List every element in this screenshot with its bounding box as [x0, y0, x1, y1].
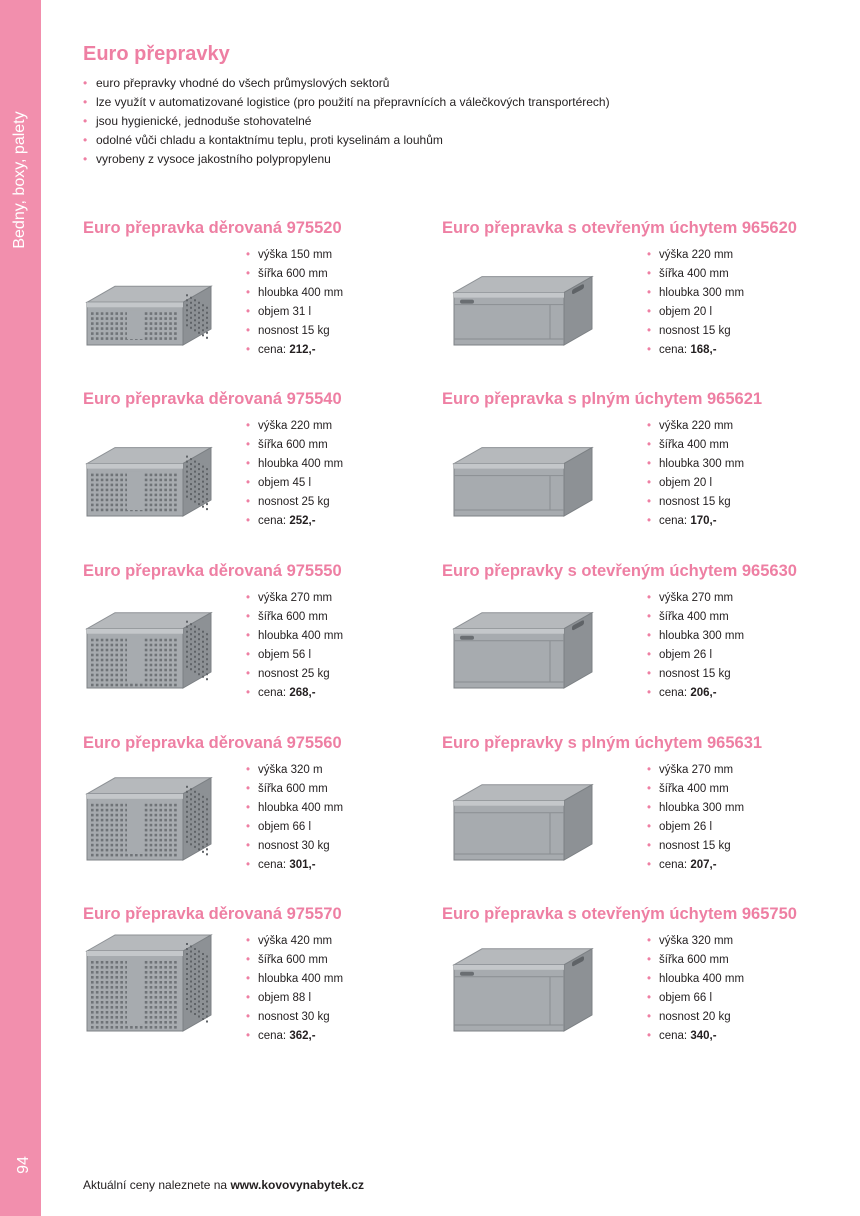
spec-width: • šířka 400 mm: [647, 267, 744, 286]
intro-bullet: • vyrobeny z vysoce jakostního polypropylenu: [83, 152, 610, 171]
spec-width: • šířka 600 mm: [246, 267, 343, 286]
spec-price: [647, 1029, 744, 1048]
product-title: Euro přepravka děrovaná 975540: [83, 390, 342, 408]
price-label: cena:: [258, 687, 290, 699]
spec-volume: • objem 66 l: [647, 991, 744, 1010]
spec-load: • nosnost 15 kg: [647, 495, 744, 514]
spec-load: • nosnost 15 kg: [647, 324, 744, 343]
product-photo: [440, 412, 602, 530]
spec-load: • nosnost 15 kg: [647, 667, 744, 686]
product-title: Euro přepravka děrovaná 975520: [83, 219, 342, 237]
spec-volume: • objem 26 l: [647, 820, 744, 839]
spec-load: • nosnost 15 kg: [647, 839, 744, 858]
spec-height: • výška 320 mm: [647, 934, 744, 953]
product-spec-list: [246, 248, 343, 362]
price-label: cena:: [659, 344, 691, 356]
spec-width: • šířka 400 mm: [647, 610, 744, 629]
spec-depth: • hloubka 400 mm: [246, 629, 343, 648]
price-value: 340,-: [690, 1030, 717, 1042]
product-title: Euro přepravky s otevřeným úchytem 965630: [442, 562, 797, 580]
product-photo: [65, 927, 227, 1045]
product-photo: [440, 756, 602, 874]
product-spec-list: [647, 248, 744, 362]
spec-load: • nosnost 25 kg: [246, 667, 343, 686]
price-value: 212,-: [289, 344, 316, 356]
spec-load: • nosnost 30 kg: [246, 1010, 343, 1029]
price-value: 301,-: [289, 859, 316, 871]
spec-depth: • hloubka 300 mm: [647, 286, 744, 305]
intro-bullet: • lze využít v automatizované logistice (pro použití na přepravnících a válečkových transportérech): [83, 95, 610, 114]
intro-bullet-list: [83, 76, 610, 171]
product-photo: [65, 756, 227, 874]
product-title: Euro přepravky s plným úchytem 965631: [442, 734, 763, 752]
price-value: 268,-: [289, 687, 316, 699]
spec-depth: • hloubka 300 mm: [647, 629, 744, 648]
spec-price: [647, 343, 744, 362]
spec-height: • výška 420 mm: [246, 934, 343, 953]
price-label: cena:: [258, 344, 290, 356]
spec-price: [246, 686, 343, 705]
product-photo: [65, 412, 227, 530]
spec-price: [246, 1029, 343, 1048]
product-card: [83, 905, 483, 1070]
intro-bullet: • jsou hygienické, jednoduše stohovatelné: [83, 114, 610, 133]
spec-width: • šířka 600 mm: [246, 610, 343, 629]
spec-load: • nosnost 15 kg: [246, 324, 343, 343]
product-title: Euro přepravka s otevřeným úchytem 965620: [442, 219, 797, 237]
sidebar-section-label: Bedny, boxy, palety: [11, 111, 28, 249]
spec-width: • šířka 400 mm: [647, 782, 744, 801]
product-spec-list: [246, 419, 343, 533]
spec-height: • výška 220 mm: [246, 419, 343, 438]
product-card: [442, 390, 842, 555]
spec-price: [246, 514, 343, 533]
spec-width: • šířka 400 mm: [647, 438, 744, 457]
spec-depth: • hloubka 400 mm: [647, 972, 744, 991]
price-label: cena:: [659, 859, 691, 871]
spec-height: • výška 270 mm: [647, 591, 744, 610]
spec-height: • výška 270 mm: [246, 591, 343, 610]
product-spec-list: [647, 419, 744, 533]
footer-note: [83, 1178, 364, 1192]
spec-depth: • hloubka 300 mm: [647, 457, 744, 476]
price-label: cena:: [659, 515, 691, 527]
product-photo: [440, 927, 602, 1045]
product-photo: [65, 241, 227, 359]
spec-height: • výška 270 mm: [647, 763, 744, 782]
spec-price: [246, 343, 343, 362]
product-card: [83, 562, 483, 727]
product-card: [83, 219, 483, 384]
product-title: Euro přepravka s plným úchytem 965621: [442, 390, 763, 408]
spec-width: • šířka 600 mm: [246, 782, 343, 801]
spec-depth: • hloubka 300 mm: [647, 801, 744, 820]
product-photo: [65, 584, 227, 702]
spec-load: • nosnost 30 kg: [246, 839, 343, 858]
page-number: 94: [15, 1156, 32, 1174]
spec-volume: • objem 20 l: [647, 476, 744, 495]
product-card: [442, 219, 842, 384]
intro-bullet: • odolné vůči chladu a kontaktnímu teplu, proti kyselinám a louhům: [83, 133, 610, 152]
spec-load: • nosnost 25 kg: [246, 495, 343, 514]
intro-bullet: • euro přepravky vhodné do všech průmyslových sektorů: [83, 76, 610, 95]
product-spec-list: [647, 763, 744, 877]
price-value: 207,-: [690, 859, 717, 871]
product-spec-list: [246, 763, 343, 877]
spec-volume: • objem 56 l: [246, 648, 343, 667]
price-value: 170,-: [690, 515, 717, 527]
price-value: 362,-: [289, 1030, 316, 1042]
product-card: [442, 905, 842, 1070]
price-label: cena:: [659, 687, 691, 699]
product-title: Euro přepravka děrovaná 975570: [83, 905, 342, 923]
spec-price: [647, 858, 744, 877]
page-title: Euro přepravky: [83, 43, 230, 65]
footer-website-link[interactable]: www.kovovynabytek.cz: [230, 1178, 365, 1192]
spec-volume: • objem 88 l: [246, 991, 343, 1010]
price-label: cena:: [258, 859, 290, 871]
product-spec-list: [647, 934, 744, 1048]
product-spec-list: [246, 591, 343, 705]
product-title: Euro přepravka s otevřeným úchytem 965750: [442, 905, 797, 923]
spec-height: • výška 150 mm: [246, 248, 343, 267]
spec-height: • výška 220 mm: [647, 419, 744, 438]
price-value: 206,-: [690, 687, 717, 699]
spec-price: [246, 858, 343, 877]
price-value: 252,-: [289, 515, 316, 527]
spec-volume: • objem 45 l: [246, 476, 343, 495]
price-label: cena:: [659, 1030, 691, 1042]
product-card: [83, 734, 483, 899]
spec-depth: • hloubka 400 mm: [246, 286, 343, 305]
spec-load: • nosnost 20 kg: [647, 1010, 744, 1029]
product-spec-list: [246, 934, 343, 1048]
spec-width: • šířka 600 mm: [647, 953, 744, 972]
product-title: Euro přepravka děrovaná 975560: [83, 734, 342, 752]
product-card: [83, 390, 483, 555]
spec-price: [647, 686, 744, 705]
price-label: cena:: [258, 1030, 290, 1042]
spec-price: [647, 514, 744, 533]
footer-text: Aktuální ceny naleznete na: [83, 1178, 231, 1192]
spec-height: • výška 220 mm: [647, 248, 744, 267]
spec-depth: • hloubka 400 mm: [246, 801, 343, 820]
spec-depth: • hloubka 400 mm: [246, 457, 343, 476]
spec-width: • šířka 600 mm: [246, 953, 343, 972]
price-value: 168,-: [690, 344, 717, 356]
spec-volume: • objem 66 l: [246, 820, 343, 839]
product-photo: [440, 241, 602, 359]
spec-depth: • hloubka 400 mm: [246, 972, 343, 991]
spec-volume: • objem 26 l: [647, 648, 744, 667]
product-card: [442, 562, 842, 727]
product-card: [442, 734, 842, 899]
product-photo: [440, 584, 602, 702]
spec-width: • šířka 600 mm: [246, 438, 343, 457]
product-title: Euro přepravka děrovaná 975550: [83, 562, 342, 580]
product-spec-list: [647, 591, 744, 705]
sidebar: [0, 0, 41, 1216]
spec-volume: • objem 31 l: [246, 305, 343, 324]
spec-height: • výška 320 m: [246, 763, 343, 782]
price-label: cena:: [258, 515, 290, 527]
spec-volume: • objem 20 l: [647, 305, 744, 324]
